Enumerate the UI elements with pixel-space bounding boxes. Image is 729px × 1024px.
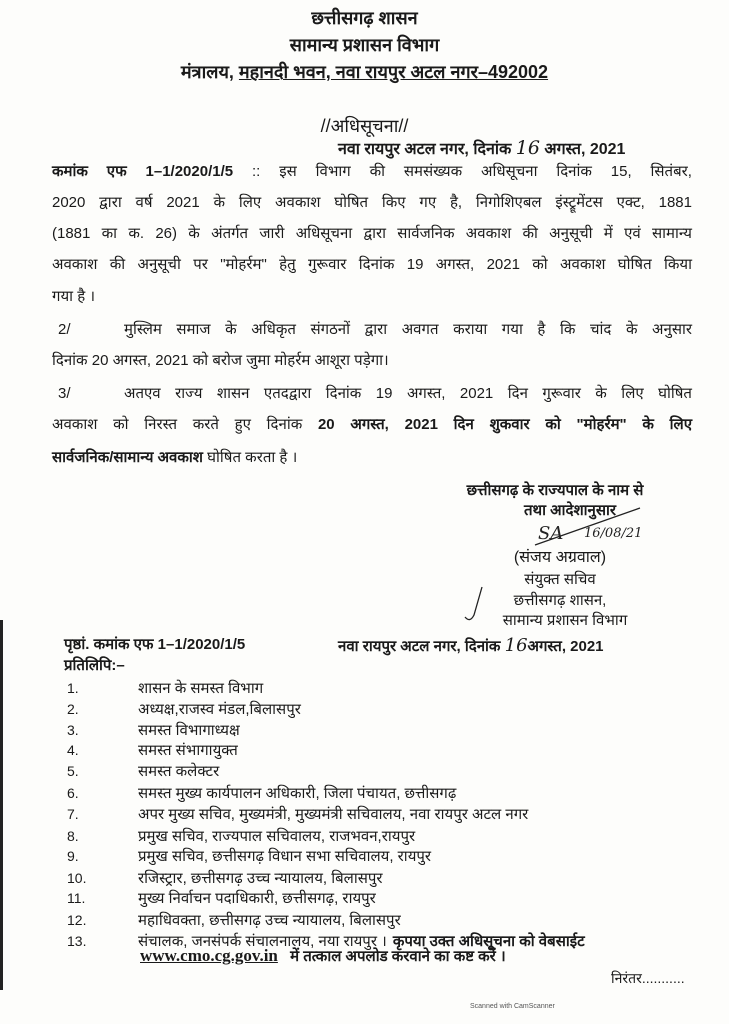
notice-place-date xyxy=(338,138,625,160)
signatory-dept: सामान्य प्रशासन विभाग xyxy=(502,612,628,629)
para1-line: (1881 का क. 26) के अंतर्गत जारी अधिसूचना द्वारा सार्वजनिक अवकाश की अनुसूची में एवं सामान्य xyxy=(52,225,692,242)
list-item-number: 5. xyxy=(67,763,79,779)
list-item-number: 12. xyxy=(67,912,87,928)
list-item-text: समस्त कलेक्टर xyxy=(138,763,220,780)
handwritten-initials: SA xyxy=(538,523,564,544)
list-item xyxy=(138,912,401,929)
para1-line: अवकाश की अनुसूची पर "मोहर्रम" हेतु गुरूवार दिनांक 19 अगस्त, 2021 को अवकाश घोषित किया xyxy=(52,256,692,273)
para3-text: घोषित करता है । xyxy=(207,449,298,466)
endorsement-place-date xyxy=(338,636,604,657)
continued-label: निरंतर........... xyxy=(611,970,685,986)
list-item xyxy=(138,890,376,907)
list-item-number: 9. xyxy=(67,848,79,864)
place-date-prefix: नवा रायपुर अटल नगर, दिनांक xyxy=(338,638,501,655)
para2-line: दिनांक 20 अगस्त, 2021 को बरोज जुमा मोहर्रम आशूरा पड़ेगा। xyxy=(52,352,389,369)
list-item-number: 8. xyxy=(67,828,79,844)
para3-line xyxy=(52,449,692,466)
signatory-org: छत्तीसगढ़ शासन, xyxy=(513,592,607,609)
list-item xyxy=(138,701,301,718)
place-date-prefix: नवा रायपुर अटल नगर, दिनांक xyxy=(338,141,512,158)
list-item xyxy=(138,828,415,845)
list-item xyxy=(138,785,456,802)
upload-request-line xyxy=(140,946,506,966)
list-item-text: अध्यक्ष,राजस्व मंडल,बिलासपुर xyxy=(138,701,301,718)
scan-edge-shadow xyxy=(0,620,3,990)
para3-number: 3/ xyxy=(58,385,71,402)
reference-number: कमांक एफ 1–1/2020/1/5 xyxy=(52,163,234,180)
list-item-text: अपर मुख्य सचिव, मुख्यमंत्री, मुख्यमंत्री सचिवालय, नवा रायपुर अटल नगर xyxy=(138,806,529,823)
list-item xyxy=(138,870,383,887)
list-item-text: समस्त संभागायुक्त xyxy=(138,742,238,759)
para3-bold-text: सार्वजनिक/सामान्य अवकाश xyxy=(52,449,203,466)
list-item-text: मुख्य निर्वाचन पदाधिकारी, छत्तीसगढ़, रायपुर xyxy=(138,890,376,907)
list-item xyxy=(138,806,528,823)
list-item-text: प्रमुख सचिव, छत्तीसगढ़ विधान सभा सचिवालय, रायपुर xyxy=(138,848,432,865)
list-item xyxy=(138,680,263,697)
list-item-text: समस्त मुख्य कार्यपालन अधिकारी, जिला पंचायत, छत्तीसगढ़ xyxy=(138,785,457,802)
website-link[interactable]: www.cmo.cg.gov.in xyxy=(140,946,278,965)
header-address xyxy=(0,62,729,83)
para2-number: 2/ xyxy=(58,321,71,338)
scanner-watermark: Scanned with CamScanner xyxy=(470,1003,555,1010)
para3-line: अतएव राज्य शासन एतदद्वारा दिनांक 19 अगस्त, 2021 दिन गुरूवार के लिए घोषित xyxy=(124,385,692,402)
address-prefix: मंत्रालय, xyxy=(180,62,239,82)
handwritten-sign-date: 16/08/21 xyxy=(584,526,643,541)
upload-request-text: में तत्काल अपलोड करवाने का कष्ट करें । xyxy=(290,948,506,965)
list-item xyxy=(138,742,238,759)
list-item xyxy=(138,722,240,739)
list-item-text: शासन के समस्त विभाग xyxy=(138,680,264,697)
list-item-text: रजिस्ट्रार, छत्तीसगढ़ उच्च न्यायालय, बिलासपुर xyxy=(138,870,383,887)
header-department: सामान्य प्रशासन विभाग xyxy=(289,35,440,55)
place-date-suffix: अगस्त, 2021 xyxy=(527,638,604,655)
list-item-number: 13. xyxy=(67,933,87,949)
list-item-text: समस्त विभागाध्यक्ष xyxy=(138,722,240,739)
handwritten-day: 16 xyxy=(515,137,540,159)
notice-title: //अधिसूचना// xyxy=(320,116,409,136)
list-item-number: 6. xyxy=(67,785,79,801)
list-item xyxy=(138,848,431,865)
list-item-text: प्रमुख सचिव, राज्यपाल सचिवालय, राजभवन,रायपुर xyxy=(138,828,416,845)
tick-mark xyxy=(462,585,486,625)
list-item-text: संचालक, जनसंपर्क संचालनालय, नया रायपुर । xyxy=(138,933,387,950)
list-item xyxy=(138,763,219,780)
para1-line: 2020 द्वारा वर्ष 2021 के लिए अवकाश घोषित किए गए है, निगोशिएबल इंस्ट्रूमेंटस एक्ट, 1881 xyxy=(52,194,692,211)
list-item-number: 1. xyxy=(67,680,79,696)
list-item-bold-text: कृपया उक्त अधिसूचना को वेबसाईट xyxy=(392,933,585,950)
para3-line xyxy=(52,416,692,433)
list-item-number: 2. xyxy=(67,701,79,717)
para1-text: :: इस विभाग की समसंख्यक अधिसूचना दिनांक 15, सितंबर, xyxy=(252,163,692,180)
list-item-number: 4. xyxy=(67,742,79,758)
copy-label: प्रतिलिपि:– xyxy=(64,657,125,674)
para1-line xyxy=(52,163,692,180)
signatory-name: (संजय अग्रवाल) xyxy=(513,549,607,566)
place-date-suffix: अगस्त, 2021 xyxy=(544,141,626,158)
signatory-designation: संयुक्त सचिव xyxy=(524,571,596,588)
para2-line: मुस्लिम समाज के अधिकृत संगठनों द्वारा अवगत कराया गया है कि चांद के अनुसार xyxy=(124,321,692,338)
list-item-number: 10. xyxy=(67,870,87,886)
para3-bold-text: 20 अगस्त, 2021 दिन शुकवार को "मोहर्रम" के लिए xyxy=(317,416,692,433)
para3-text: अवकाश को निरस्त करते हुए दिनांक xyxy=(52,416,303,433)
list-item-number: 7. xyxy=(67,806,79,822)
header-government: छत्तीसगढ़ शासन xyxy=(311,8,418,28)
endorsement-ref: पृष्ठां. कमांक एफ 1–1/2020/1/5 xyxy=(64,636,246,653)
list-item-number: 11. xyxy=(67,890,86,906)
list-item-text: महाधिवक्ता, छत्तीसगढ़ उच्च न्यायालय, बिलासपुर xyxy=(138,912,401,929)
signature-order: तथा आदेशानुसार xyxy=(523,502,617,519)
signature-authority: छत्तीसगढ़ के राज्यपाल के नाम से xyxy=(466,482,644,499)
address-underlined: महानदी भवन, नवा रायपुर अटल नगर–492002 xyxy=(238,62,549,82)
para1-line: गया है । xyxy=(52,288,96,305)
handwritten-day: 16 xyxy=(504,635,528,656)
list-item-number: 3. xyxy=(67,722,79,738)
